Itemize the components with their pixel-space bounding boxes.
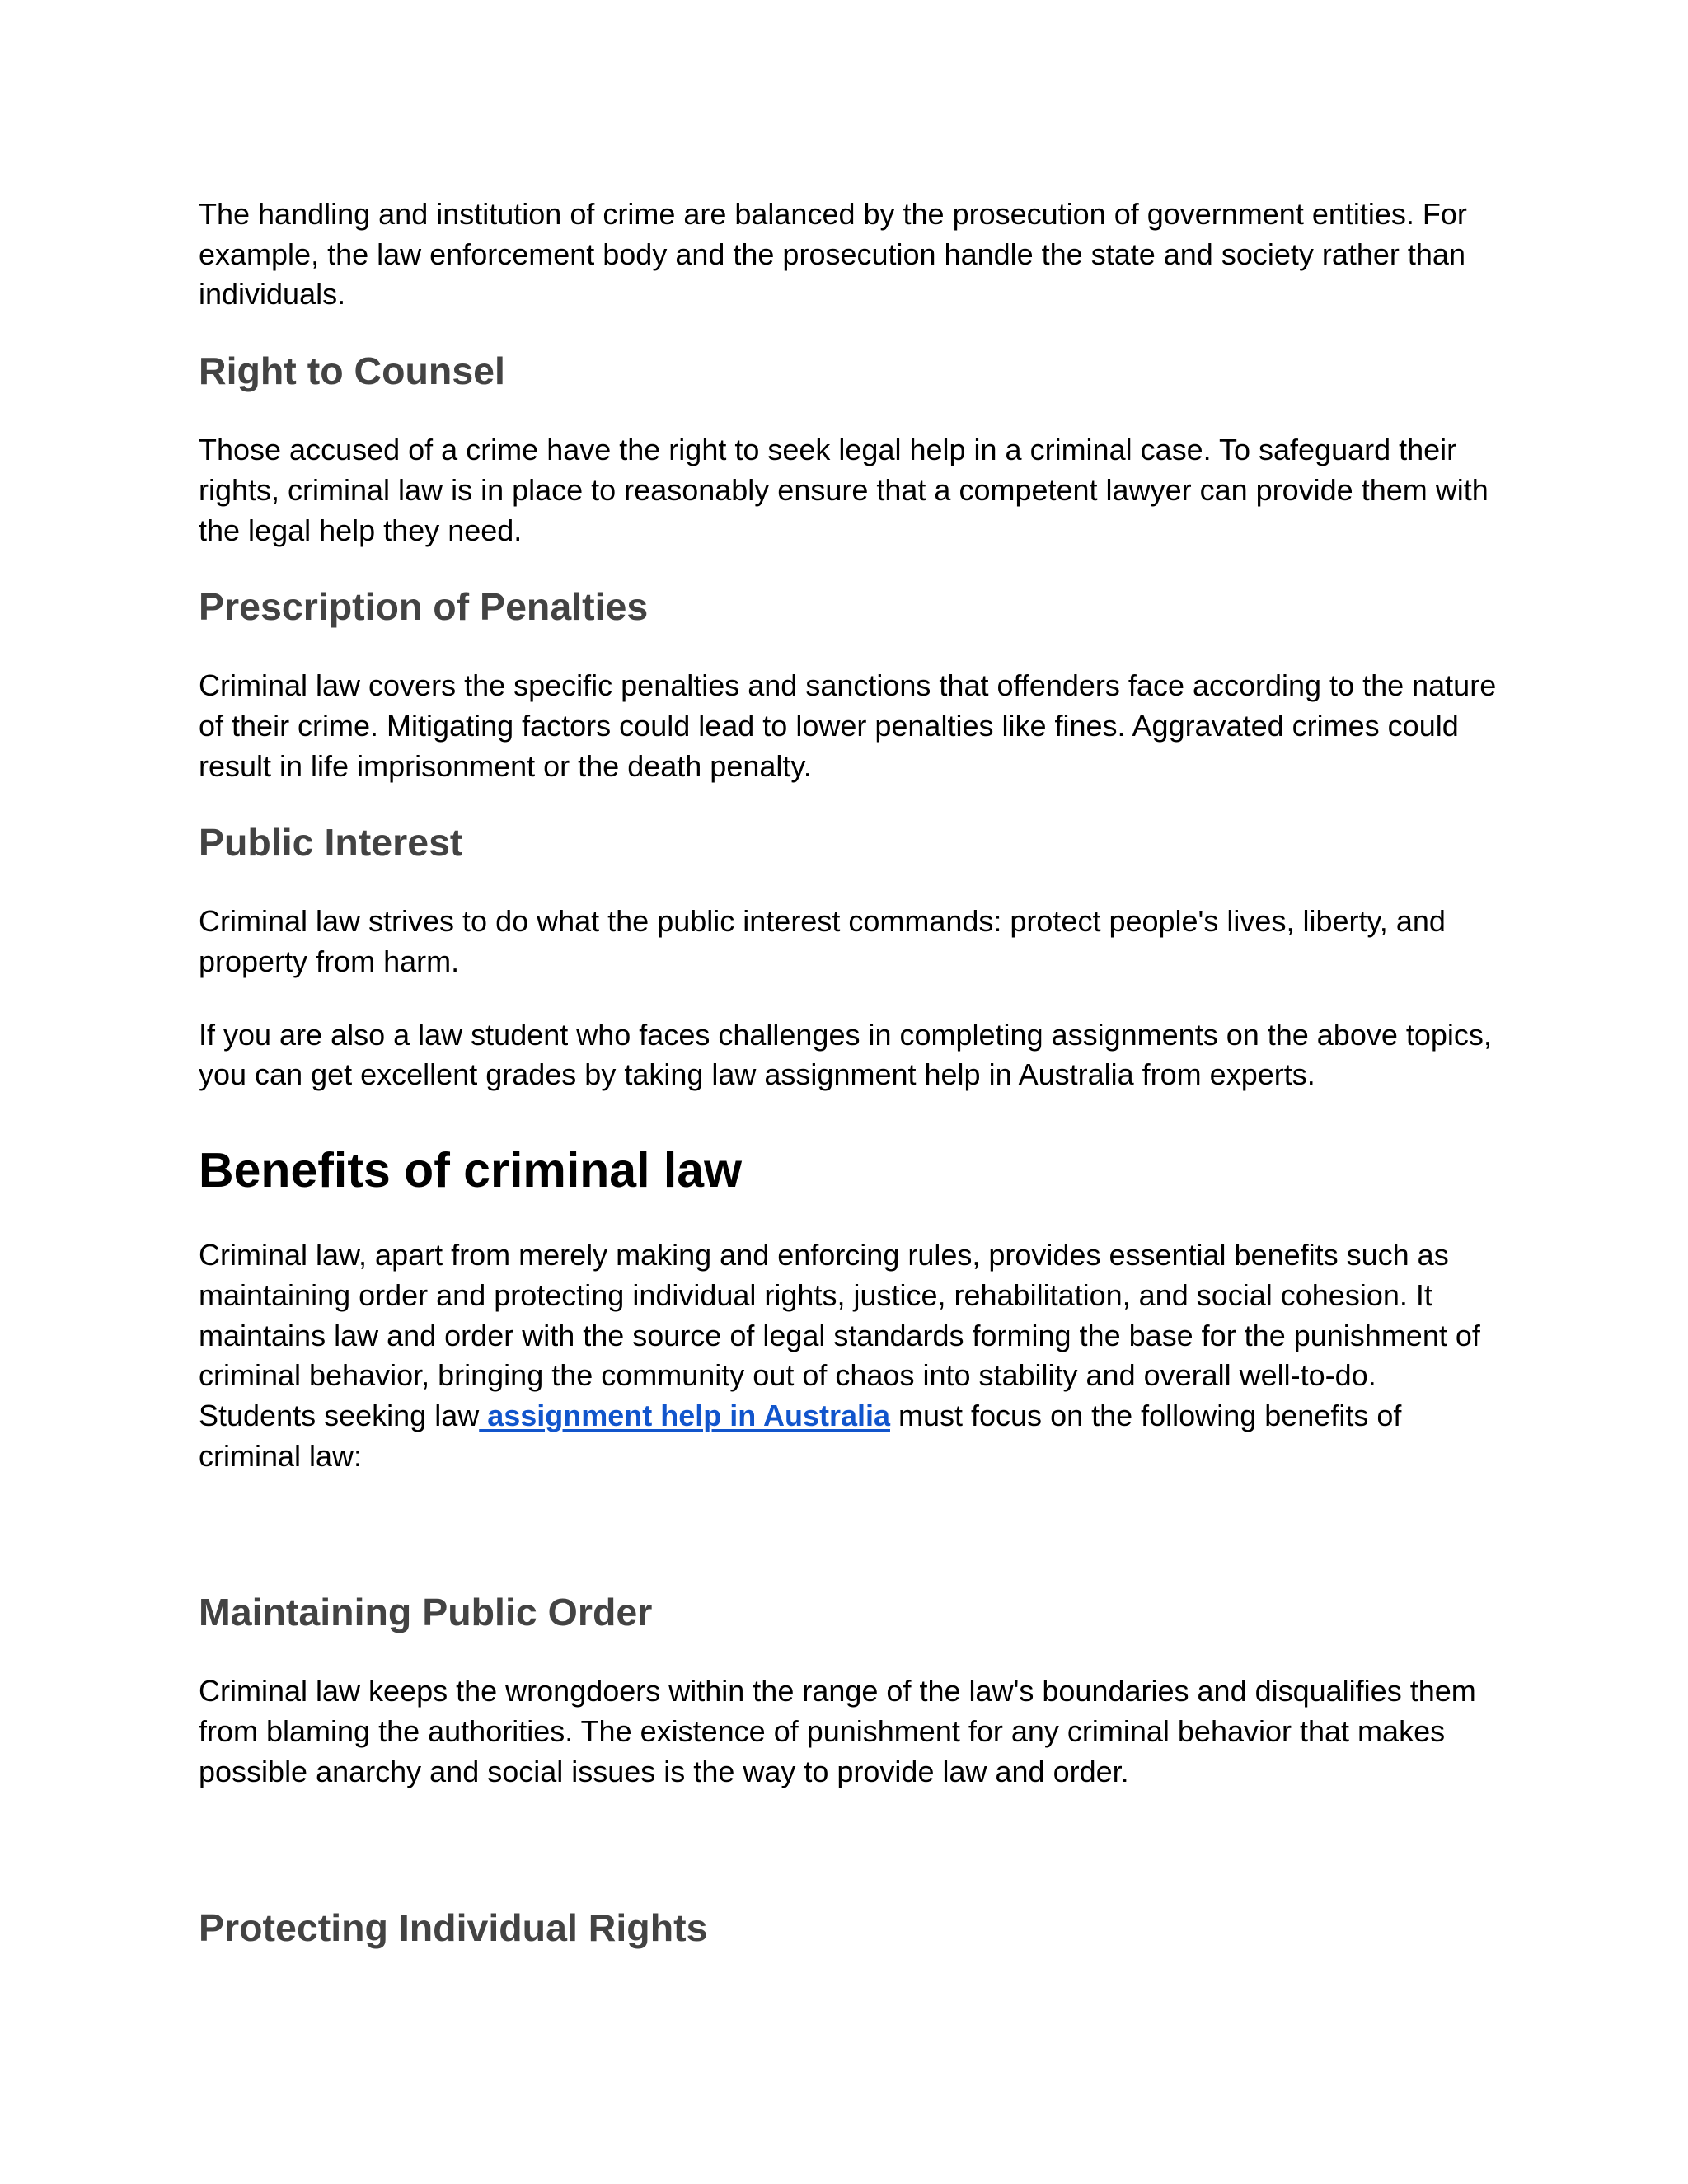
heading-benefits-of-criminal-law: Benefits of criminal law [199, 1143, 742, 1198]
benefits-text-after-link: must focus on the following benefits of criminal law: [199, 1398, 1402, 1473]
heading-prescription-of-penalties: Prescription of Penalties [199, 585, 649, 629]
paragraph-public-interest: Criminal law strives to do what the public interest commands: protect people's lives, liberty, and property from harm. [199, 904, 1446, 979]
heading-right-to-counsel: Right to Counsel [199, 349, 505, 393]
heading-public-interest: Public Interest [199, 821, 463, 865]
benefits-text-before-link: Criminal law, apart from merely making and enforcing rules, provides essential benefits such as maintaining order and protecting individual rights, justice, rehabilitation, and social cohesion. It maintains law and order with the source of legal standards forming the base for the punishment of criminal behavior, bringing the community out of chaos into stability and overall well-to-do. Students seeking law [199, 1238, 1480, 1432]
assignment-help-link[interactable]: assignment help in Australia [479, 1398, 890, 1432]
intro-paragraph: The handling and institution of crime are balanced by the prosecution of government entities. For example, the law enforcement body and the prosecution handle the state and society rather than individuals. [199, 197, 1467, 312]
document-page [199, 194, 1501, 1951]
paragraph-benefits [199, 1235, 1501, 1476]
paragraph-law-student-help: If you are also a law student who faces challenges in completing assignments on the above topics, you can get excellent grades by taking law assignment help in Australia from experts. [199, 1017, 1492, 1092]
paragraph-prescription-of-penalties: Criminal law covers the specific penalties and sanctions that offenders face according to the nature of their crime. Mitigating factors could lead to lower penalties like fines. Aggravated crimes could result in life imprisonment or the death penalty. [199, 668, 1497, 783]
heading-maintaining-public-order: Maintaining Public Order [199, 1591, 653, 1634]
paragraph-right-to-counsel: Those accused of a crime have the right to seek legal help in a criminal case. To safeguard their rights, criminal law is in place to reasonably ensure that a competent lawyer can provide them with the legal help they need. [199, 433, 1489, 547]
heading-protecting-individual-rights: Protecting Individual Rights [199, 1906, 708, 1950]
paragraph-maintaining-public-order: Criminal law keeps the wrongdoers within the range of the law's boundaries and disqualifies them from blaming the authorities. The existence of punishment for any criminal behavior that makes possible anarchy and social issues is the way to provide law and order. [199, 1674, 1476, 1788]
